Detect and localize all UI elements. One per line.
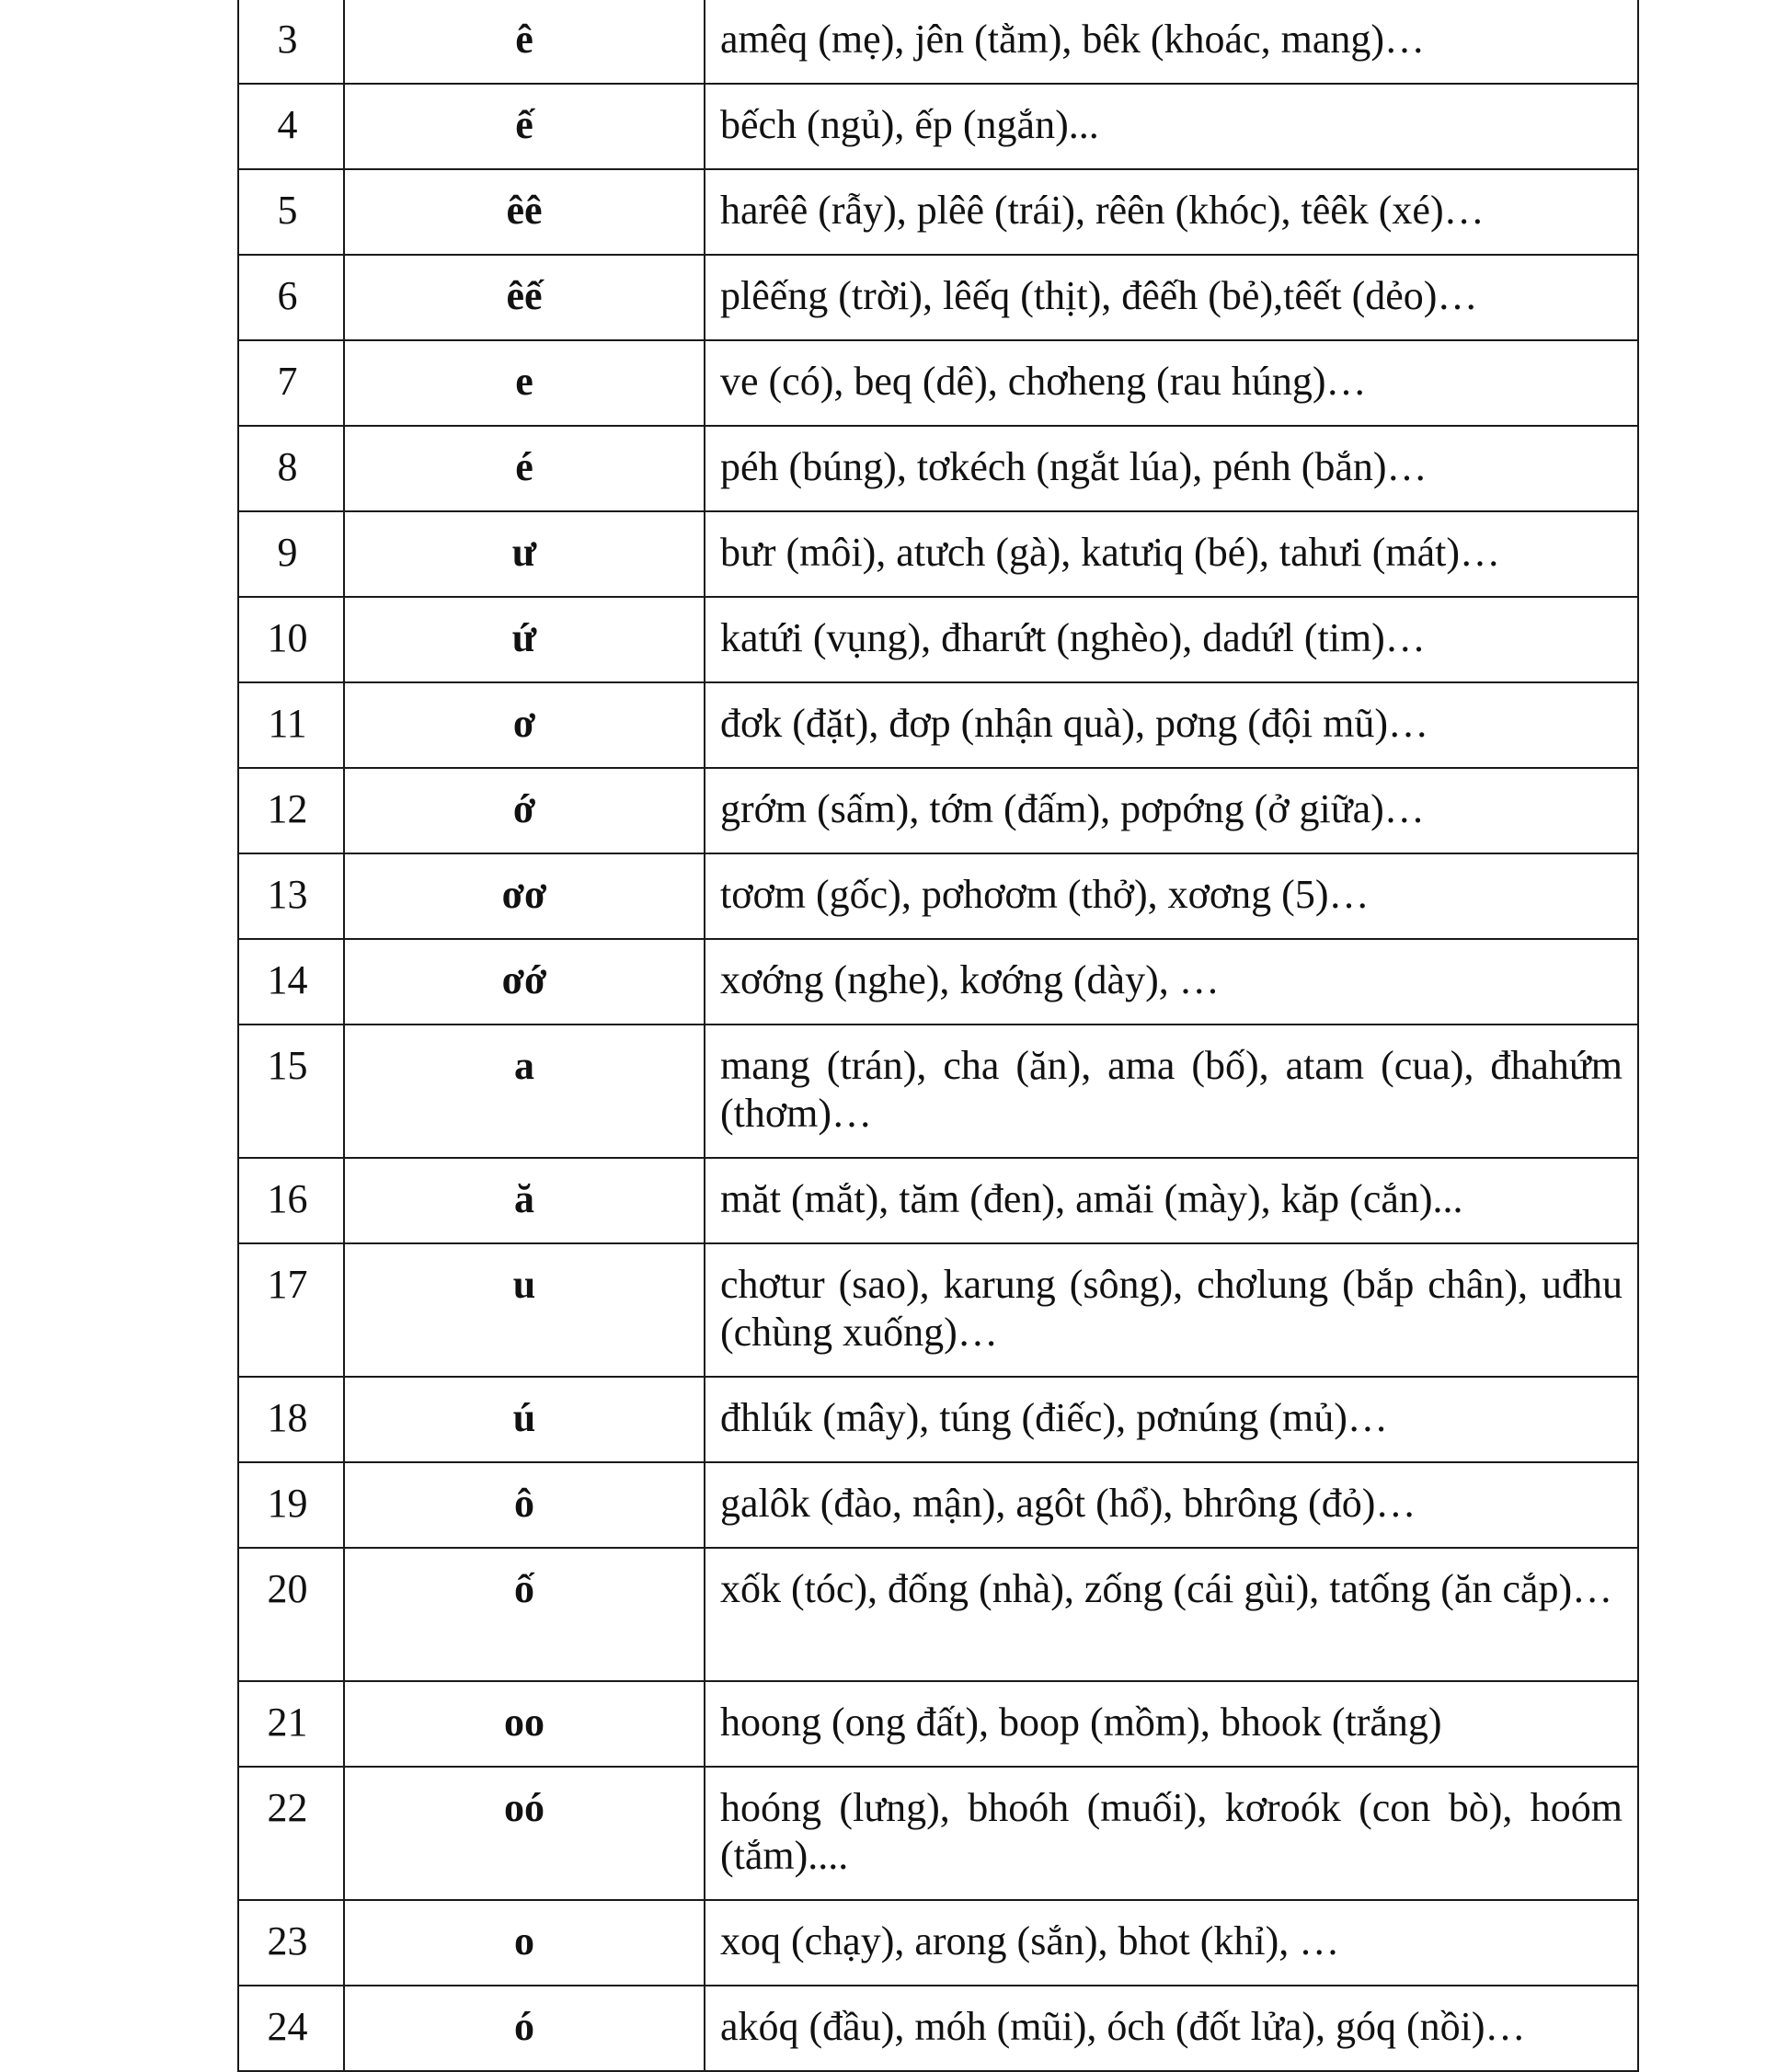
table-row xyxy=(238,939,1638,1025)
vowel-letter: e xyxy=(344,340,705,426)
table-row xyxy=(238,0,1638,84)
vowel-letter: ó xyxy=(344,1986,705,2071)
row-number: 21 xyxy=(238,1681,344,1767)
example-words: đhlúk (mây), túng (điếc), pơnúng (mủ)… xyxy=(705,1377,1638,1462)
table-row xyxy=(238,511,1638,597)
example-words: xoq (chạy), arong (sắn), bhot (khỉ), … xyxy=(705,1900,1638,1986)
table-row xyxy=(238,426,1638,511)
table-row xyxy=(238,169,1638,255)
row-number: 16 xyxy=(238,1158,344,1243)
example-words: măt (mắt), tăm (đen), amăi (mày), kăp (cắn)... xyxy=(705,1158,1638,1243)
table-row xyxy=(238,1681,1638,1767)
example-words: xơớng (nghe), kơớng (dày), … xyxy=(705,939,1638,1025)
table-row xyxy=(238,340,1638,426)
table-row xyxy=(238,1767,1638,1900)
example-words: mang (trán), cha (ăn), ama (bố), atam (cua), đhahứm (thơm)… xyxy=(705,1025,1638,1158)
row-number: 20 xyxy=(238,1548,344,1681)
table-row xyxy=(238,682,1638,768)
table-row xyxy=(238,1025,1638,1158)
table-row xyxy=(238,255,1638,340)
vowel-letter: ố xyxy=(344,1548,705,1681)
table-row xyxy=(238,597,1638,682)
example-words: grớm (sấm), tớm (đấm), pơpớng (ở giữa)… xyxy=(705,768,1638,853)
example-words: hoóng (lưng), bhoóh (muối), kơroók (con bò), hoóm (tắm).... xyxy=(705,1767,1638,1900)
example-words: harêê (rẫy), plêê (trái), rêên (khóc), têêk (xé)… xyxy=(705,169,1638,255)
vowel-letter: ơớ xyxy=(344,939,705,1025)
row-number: 10 xyxy=(238,597,344,682)
vowel-letter: ế xyxy=(344,84,705,169)
table-row xyxy=(238,1462,1638,1548)
vowel-letter: ê xyxy=(344,0,705,84)
row-number: 13 xyxy=(238,853,344,939)
example-words: bưr (môi), atưch (gà), katưiq (bé), tahưi (mát)… xyxy=(705,511,1638,597)
table-row xyxy=(238,1986,1638,2071)
row-number: 3 xyxy=(238,0,344,84)
example-words: tơơm (gốc), pơhơơm (thở), xơơng (5)… xyxy=(705,853,1638,939)
row-number: 14 xyxy=(238,939,344,1025)
example-words: péh (búng), tơkéch (ngắt lúa), pénh (bắn)… xyxy=(705,426,1638,511)
vowel-letter: oó xyxy=(344,1767,705,1900)
row-number: 5 xyxy=(238,169,344,255)
table-row xyxy=(238,84,1638,169)
row-number: 4 xyxy=(238,84,344,169)
example-words: plêếng (trời), lêếq (thịt), đêếh (bẻ),têết (dẻo)… xyxy=(705,255,1638,340)
example-words: chơtur (sao), karung (sông), chơlung (bắp chân), uđhu (chùng xuống)… xyxy=(705,1243,1638,1377)
row-number: 6 xyxy=(238,255,344,340)
vowel-table-body xyxy=(238,0,1638,2071)
row-number: 9 xyxy=(238,511,344,597)
example-words: galôk (đào, mận), agôt (hổ), bhrông (đỏ)… xyxy=(705,1462,1638,1548)
table-row xyxy=(238,1548,1638,1681)
vowel-table xyxy=(237,0,1639,2072)
example-words: bếch (ngủ), ếp (ngắn)... xyxy=(705,84,1638,169)
row-number: 19 xyxy=(238,1462,344,1548)
vowel-letter: ú xyxy=(344,1377,705,1462)
vowel-letter: ơ xyxy=(344,682,705,768)
vowel-letter: é xyxy=(344,426,705,511)
table-row xyxy=(238,1243,1638,1377)
vowel-letter: ô xyxy=(344,1462,705,1548)
vowel-letter: ư xyxy=(344,511,705,597)
example-words: xốk (tóc), đống (nhà), zống (cái gùi), tatống (ăn cắp)… xyxy=(705,1548,1638,1681)
table-row xyxy=(238,768,1638,853)
row-number: 7 xyxy=(238,340,344,426)
example-words: đơk (đặt), đơp (nhận quà), pơng (đội mũ)… xyxy=(705,682,1638,768)
row-number: 17 xyxy=(238,1243,344,1377)
row-number: 18 xyxy=(238,1377,344,1462)
example-words: akóq (đầu), móh (mũi), óch (đốt lửa), góq (nồi)… xyxy=(705,1986,1638,2071)
row-number: 12 xyxy=(238,768,344,853)
vowel-letter: êế xyxy=(344,255,705,340)
vowel-letter: u xyxy=(344,1243,705,1377)
table-row xyxy=(238,1900,1638,1986)
row-number: 22 xyxy=(238,1767,344,1900)
row-number: 15 xyxy=(238,1025,344,1158)
table-row xyxy=(238,853,1638,939)
vowel-letter: ơơ xyxy=(344,853,705,939)
vowel-letter: o xyxy=(344,1900,705,1986)
row-number: 23 xyxy=(238,1900,344,1986)
vowel-letter: a xyxy=(344,1025,705,1158)
table-row xyxy=(238,1377,1638,1462)
vowel-letter: ă xyxy=(344,1158,705,1243)
example-words: katứi (vụng), đharứt (nghèo), dadứl (tim)… xyxy=(705,597,1638,682)
row-number: 24 xyxy=(238,1986,344,2071)
vowel-letter: ứ xyxy=(344,597,705,682)
vowel-letter: êê xyxy=(344,169,705,255)
example-words: amêq (mẹ), jên (tằm), bêk (khoác, mang)… xyxy=(705,0,1638,84)
example-words: hoong (ong đất), boop (mồm), bhook (trắng) xyxy=(705,1681,1638,1767)
vowel-letter: oo xyxy=(344,1681,705,1767)
example-words: ve (có), beq (dê), chơheng (rau húng)… xyxy=(705,340,1638,426)
vowel-letter: ớ xyxy=(344,768,705,853)
table-row xyxy=(238,1158,1638,1243)
row-number: 8 xyxy=(238,426,344,511)
row-number: 11 xyxy=(238,682,344,768)
